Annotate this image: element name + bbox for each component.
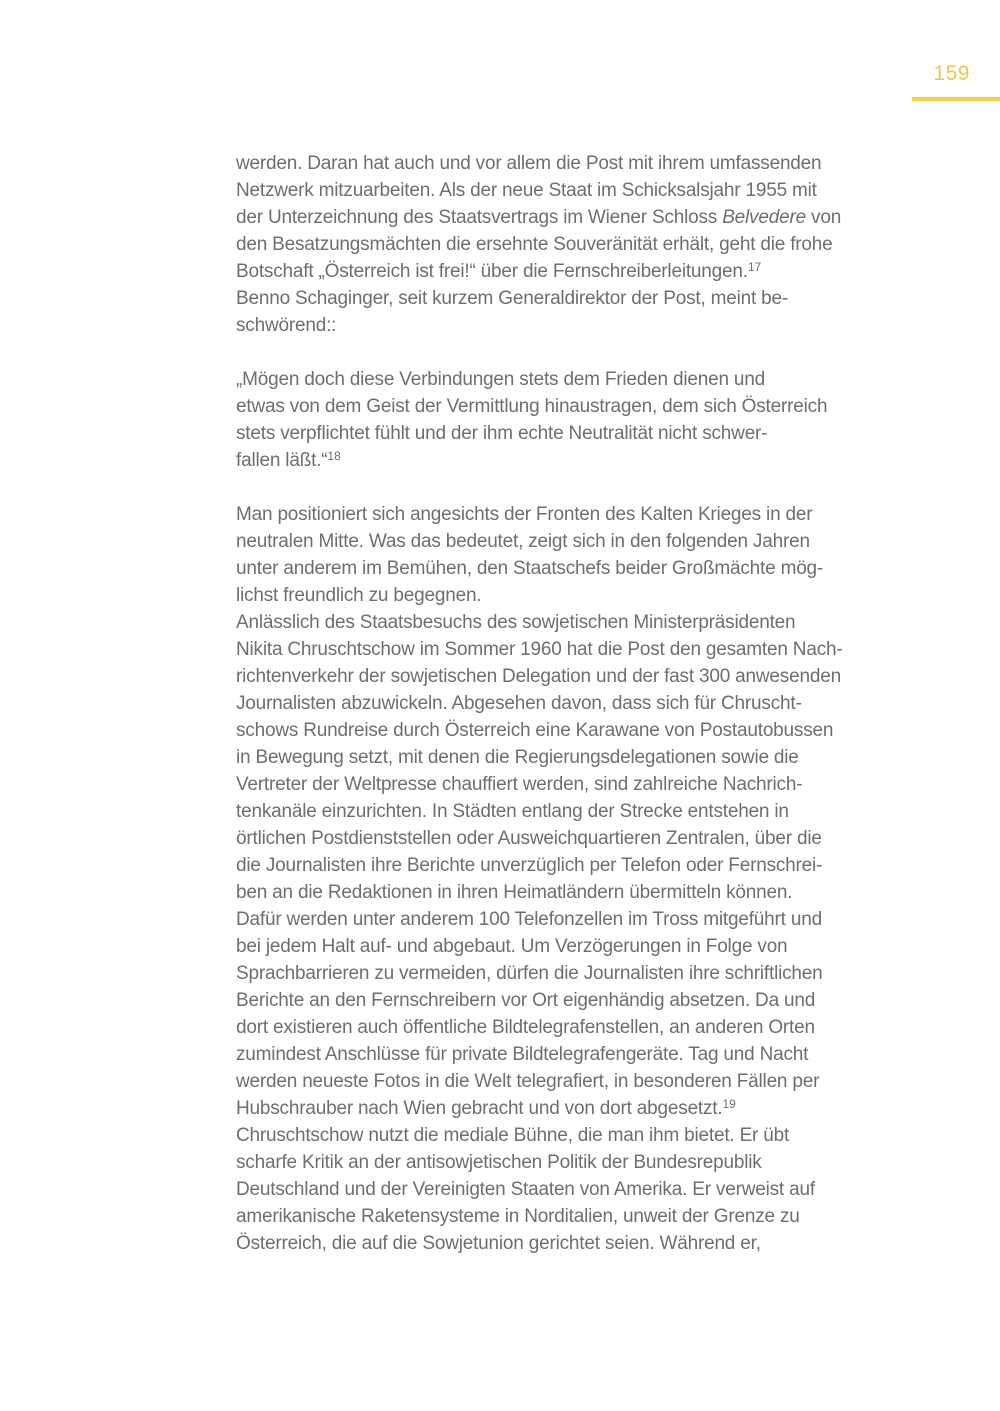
text-line: tenkanäle einzurichten. In Städten entlang der Strecke entstehen in — [236, 801, 789, 822]
text-line: amerikanische Raketensysteme in Norditalien, unweit der Grenze zu — [236, 1206, 800, 1227]
text-line: stets verpflichtet fühlt und der ihm echte Neutralität nicht schwer- — [236, 423, 768, 444]
text-line: lichst freundlich zu begegnen. — [236, 585, 482, 606]
text-line: der Unterzeichnung des Staatsvertrags im Wiener Schloss Belvedere von — [236, 207, 842, 228]
text-line: Chruschtschow nutzt die mediale Bühne, die man ihm bietet. Er übt — [236, 1125, 790, 1146]
text-line: unter anderem im Bemühen, den Staatschefs beider Großmächte mög- — [236, 558, 824, 579]
text-line: fallen läßt.“$^{18}$ — [236, 449, 341, 471]
text-line: Anlässlich des Staatsbesuchs des sowjetischen Ministerpräsidenten — [236, 612, 796, 633]
text-line: örtlichen Postdienststellen oder Ausweichquartieren Zentralen, über die — [236, 828, 822, 849]
text-line: neutralen Mitte. Was das bedeutet, zeigt sich in den folgenden Jahren — [236, 531, 810, 552]
text-line: Österreich, die auf die Sowjetunion gerichtet seien. Während er, — [236, 1233, 761, 1254]
page-number-rule — [912, 97, 1000, 101]
body-paragraph — [236, 501, 901, 1257]
text-line: richtenverkehr der sowjetischen Delegation und der fast 300 anwesenden — [236, 666, 841, 687]
body-text — [236, 150, 901, 1257]
text-line: Dafür werden unter anderem 100 Telefonzellen im Tross mitgeführt und — [236, 909, 822, 930]
text-line: schwörend:: — [236, 315, 337, 336]
text-line: ben an die Redaktionen in ihren Heimatländern übermitteln können. — [236, 882, 793, 903]
text-line: zumindest Anschlüsse für private Bildtelegrafengeräte. Tag und Nacht — [236, 1044, 809, 1065]
intro-paragraph — [236, 150, 901, 339]
text-line: Sprachbarrieren zu vermeiden, dürfen die Journalisten ihre schriftlichen — [236, 963, 823, 984]
text-line: Nikita Chruschtschow im Sommer 1960 hat die Post den gesamten Nach- — [236, 639, 843, 660]
text-line: den Besatzungsmächten die ersehnte Souveränität erhält, geht die frohe — [236, 234, 833, 255]
text-line: Botschaft „Österreich ist frei!“ über die Fernschreiberleitungen.$^{17}$ — [236, 260, 762, 282]
text-line: Man positioniert sich angesichts der Fronten des Kalten Krieges in der — [236, 504, 813, 525]
text-line: die Journalisten ihre Berichte unverzüglich per Telefon oder Fernschrei- — [236, 855, 823, 876]
text-line: Netzwerk mitzuarbeiten. Als der neue Staat im Schicksalsjahr 1955 mit — [236, 180, 817, 201]
text-line: werden neueste Fotos in die Welt telegrafiert, in besonderen Fällen per — [236, 1071, 820, 1092]
text-line: dort existieren auch öffentliche Bildtelegrafenstellen, an anderen Orten — [236, 1017, 815, 1038]
quote-paragraph — [236, 366, 901, 474]
text-line: Deutschland und der Vereinigten Staaten von Amerika. Er verweist auf — [236, 1179, 815, 1200]
text-line: bei jedem Halt auf- und abgebaut. Um Verzögerungen in Folge von — [236, 936, 788, 957]
text-line: „Mögen doch diese Verbindungen stets dem Frieden dienen und — [236, 369, 766, 390]
text-line: schows Rundreise durch Österreich eine Karawane von Postautobussen — [236, 720, 834, 741]
text-line: werden. Daran hat auch und vor allem die Post mit ihrem umfassenden — [236, 153, 822, 174]
text-line: scharfe Kritik an der antisowjetischen Politik der Bundesrepublik — [236, 1152, 762, 1173]
text-line: in Bewegung setzt, mit denen die Regierungsdelegationen sowie die — [236, 747, 799, 768]
page-number: 159 — [933, 62, 970, 85]
text-line: Journalisten abzuwickeln. Abgesehen davon, dass sich für Chruscht- — [236, 693, 802, 714]
text-line: Berichte an den Fernschreibern vor Ort eigenhändig absetzen. Da und — [236, 990, 816, 1011]
text-line: Hubschrauber nach Wien gebracht und von dort abgesetzt.$^{19}$ — [236, 1097, 736, 1119]
text-line: etwas von dem Geist der Vermittlung hinaustragen, dem sich Österreich — [236, 396, 828, 417]
text-line: Benno Schaginger, seit kurzem Generaldirektor der Post, meint be- — [236, 288, 789, 309]
text-line: Vertreter der Weltpresse chauffiert werden, sind zahlreiche Nachrich- — [236, 774, 803, 795]
